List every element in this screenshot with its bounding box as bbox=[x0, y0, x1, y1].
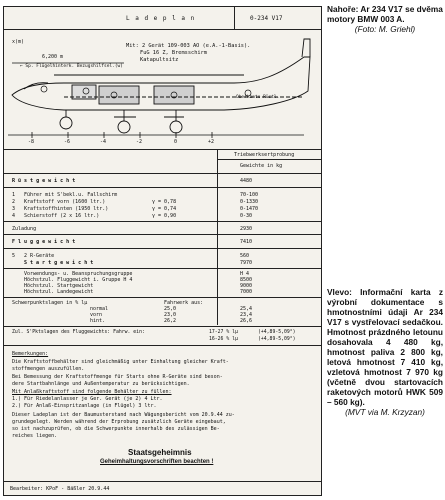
limit-value: 8500 bbox=[240, 277, 253, 283]
scale-label: -2 bbox=[136, 139, 143, 145]
cg-alt: 25,4 bbox=[240, 306, 253, 312]
equipment-line-2: FuG 16 Z, Bremsschirm bbox=[140, 50, 207, 56]
row-num: 2 bbox=[12, 199, 16, 205]
row-label-payload: Zuladung bbox=[12, 226, 37, 232]
row-label: Kraftstoff vorn (1600 ltr.) bbox=[24, 199, 106, 205]
bottom-caption bbox=[327, 287, 443, 417]
bottom-caption-credit: (MVT via M. Krzyzan) bbox=[345, 407, 425, 417]
scale-label: +2 bbox=[208, 139, 215, 145]
row-label-flight-weight: F l u g g e w i c h t bbox=[12, 239, 76, 245]
cg-value: 25,0 bbox=[164, 306, 177, 312]
remark-line: dere Startbahnlänge und Außentemperatur zu berücksichtigen. bbox=[12, 381, 190, 387]
row-label-takeoff-weight: S t a r t g e w i c h t bbox=[24, 260, 94, 266]
cg-alt: 26,6 bbox=[240, 318, 253, 324]
remark-line: grundegelegt. Werden während der Erprobung zusätzlich Geräte eingebaut, bbox=[12, 419, 226, 425]
cg-label: hint. bbox=[90, 318, 106, 324]
limit-label: Höchstzul. Startgewicht bbox=[24, 283, 94, 289]
cg-alt: 23,4 bbox=[240, 312, 253, 318]
row-num: 3 bbox=[12, 206, 16, 212]
remark-line: Bei Bemessung der Kraftstoffmenge für Starts ohne R-Geräte sind beson- bbox=[12, 374, 223, 380]
range-value: 16-26 % lμ bbox=[209, 337, 238, 342]
bottom-caption-text: Vlevo: Informační karta z výrobní dokumentace s hmotnostními údaji Ar 234 V17 s vystřelovací sedačkou. Hmotnost prázdného letounu dosahovala 4 480 kg, hmotnost paliva 2 800 kg, letová hmotnost 7 410 kg, vzletová hmotnost 7 970 kg (včetně dvou startovacích raketových motorů HWK 509 – 560 kg). bbox=[327, 287, 443, 407]
doc-title: L a d e p l a n bbox=[126, 15, 196, 22]
cg-label: normal bbox=[90, 306, 109, 312]
cg-value: 23,0 bbox=[164, 312, 177, 318]
secret-stamp-subtitle: Geheimhaltungsvorschriften beachten ! bbox=[100, 459, 214, 465]
row-value-payload: 2930 bbox=[240, 226, 253, 232]
limit-label: Höchstzul. Fluggewicht i. Gruppe H 4 bbox=[24, 277, 133, 283]
landing-gear bbox=[60, 110, 182, 133]
dimension-note: ← Sp. Flügelhinterk. Bezugshilfsel.(w) bbox=[20, 64, 123, 69]
limit-value: H 4 bbox=[240, 271, 250, 277]
remark-line: reiches liegen. bbox=[12, 433, 58, 439]
loading-plan-document bbox=[3, 6, 322, 496]
row-label: Schierstoff (2 x 16 ltr.) bbox=[24, 213, 100, 219]
remark-line: Mit Anlaßkraftstoff sind folgende Behälter zu füllen: bbox=[12, 389, 172, 395]
scale-label: 0 bbox=[174, 139, 178, 145]
remark-line: so ist nachzuprüfen, ob die Schwerpunkte innerhalb des zulässigen Be- bbox=[12, 426, 220, 432]
datum-axis bbox=[8, 132, 304, 138]
remark-line: Dieser Ladeplan ist der Baumusterstand nach Wägungsbericht vom 20.9.44 zu- bbox=[12, 412, 235, 418]
cg-title: Schwerpunktslagen in % lμ bbox=[12, 300, 88, 306]
remark-line: Die Kraftstoffbehälter sind gleichmäßig unter Einhaltung gleicher Kraft- bbox=[12, 359, 229, 365]
row-num: 4 bbox=[12, 213, 16, 219]
limit-label: Vorwendungs- u. Beanspruchungsgruppe bbox=[24, 271, 133, 277]
dimension-label: 6,200 m bbox=[42, 54, 64, 60]
row-label-empty-weight: R ü s t g e w i c h t bbox=[12, 178, 76, 184]
scale-label: -4 bbox=[100, 139, 107, 145]
footer-editor: Bearbeiter: KPoF - Bäßler 20.9.44 bbox=[10, 486, 110, 492]
secret-stamp-title: Staatsgeheimnis bbox=[128, 448, 192, 457]
remarks-title: Bemerkungen: bbox=[12, 351, 49, 357]
row-value: 0-30 bbox=[240, 213, 253, 219]
equipment-line-3: Katapultsitz bbox=[140, 57, 179, 63]
cg-value: 26,2 bbox=[164, 318, 177, 324]
row-value: 0-1470 bbox=[240, 206, 259, 212]
column-subtitle: Gewichte in kg bbox=[240, 163, 283, 169]
limit-value: 9000 bbox=[240, 283, 253, 289]
range-value: 17-27 % lμ bbox=[209, 330, 238, 335]
range-value: (+4,89-5,09°) bbox=[258, 330, 296, 335]
row-factor: γ = 0,78 bbox=[152, 199, 177, 205]
cg-header: Fahrwerk aus: bbox=[164, 300, 204, 306]
limit-label: Höchstzul. Landegewicht bbox=[24, 289, 94, 295]
row-factor: γ = 0,74 bbox=[152, 206, 177, 212]
row-value: 0-1330 bbox=[240, 199, 259, 205]
row-label: Führer mit S'bekl.u. Fallschirm bbox=[24, 192, 118, 198]
row-label: Kraftstoffhinten (1950 ltr.) bbox=[24, 206, 109, 212]
column-title: Triebwerksertprobung bbox=[234, 152, 295, 158]
row-value: 70-100 bbox=[240, 192, 259, 198]
range-value: (+4,89-5,09°) bbox=[258, 337, 296, 342]
axis-label: x(m) bbox=[12, 39, 25, 45]
range-title: Zul. S'Pktslagen des Fluggewichts: Fahrw. ein: bbox=[12, 330, 145, 335]
gear-label: Oberkante Rüstl. bbox=[236, 95, 280, 100]
top-caption-credit: (Foto: M. Griehl) bbox=[354, 24, 416, 34]
equipment-line-1: Mit: 2 Gerät 109-003 AO (e.A.-1-Basis). bbox=[126, 43, 251, 49]
row-factor: γ = 0,90 bbox=[152, 213, 177, 219]
top-caption-text: Nahoře: Ar 234 V17 se dvěma motory BMW 003 A. bbox=[327, 4, 443, 24]
row-label: 2 R-Geräte bbox=[24, 253, 55, 259]
row-num: 1 bbox=[12, 192, 16, 198]
doc-number: 0-234 V17 bbox=[250, 15, 283, 22]
row-value-takeoff-weight: 7970 bbox=[240, 260, 253, 266]
row-value: 560 bbox=[240, 253, 250, 259]
remark-line: stoffmengen auszufüllen. bbox=[12, 366, 85, 372]
row-num: 5 bbox=[12, 253, 16, 259]
remark-line: 2.) Für Anlaß-Einspritzanlage (in Flügel) 3 ltr. bbox=[12, 403, 157, 409]
limit-value: 7000 bbox=[240, 289, 253, 295]
top-caption bbox=[327, 4, 443, 34]
scale-label: -6 bbox=[64, 139, 71, 145]
scale-label: -8 bbox=[28, 139, 35, 145]
remark-line: 1.) Für Riedelanlasser je Ger. Gerät (je 2) 4 Ltr. bbox=[12, 396, 163, 402]
row-value-flight-weight: 7410 bbox=[240, 239, 253, 245]
cg-label: vorn bbox=[90, 312, 103, 318]
row-value-empty-weight: 4480 bbox=[240, 178, 253, 184]
